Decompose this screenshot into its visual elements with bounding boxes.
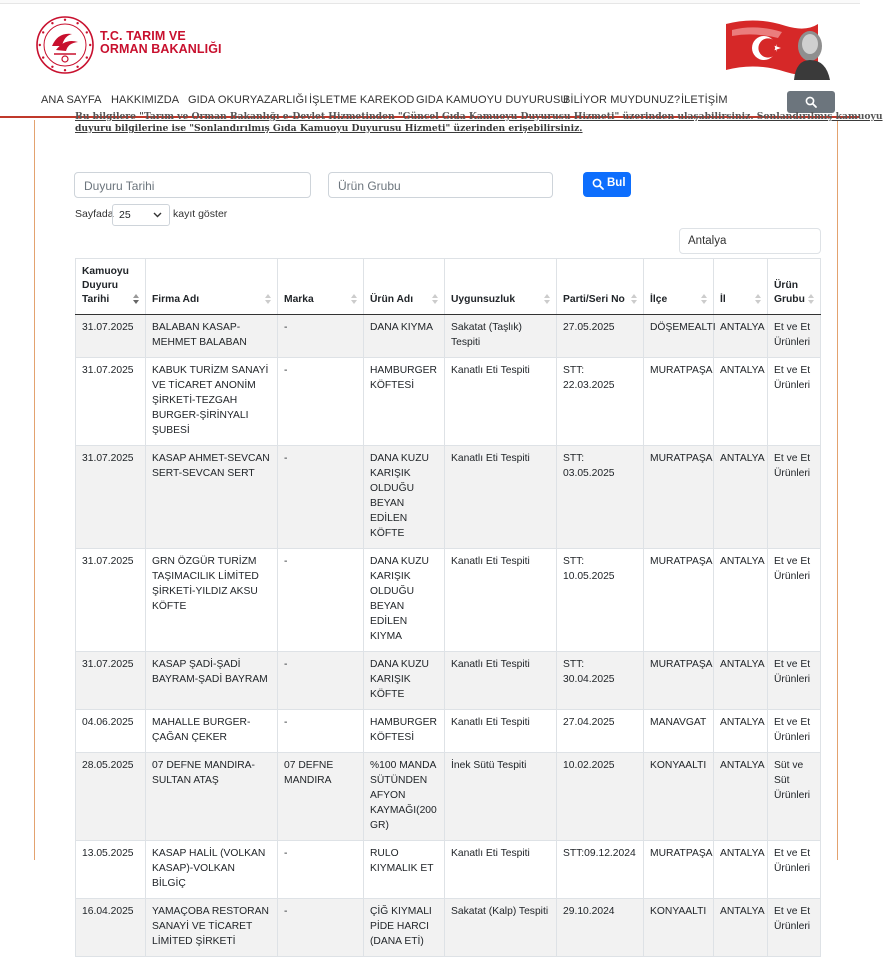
cell-lot: STT: 30.04.2025 <box>557 652 644 710</box>
cell-issue: Kanatlı Eti Tespiti <box>445 652 557 710</box>
cell-date: 16.04.2025 <box>76 899 146 957</box>
sort-icon <box>631 293 637 305</box>
cell-district: MURATPAŞA <box>644 446 714 549</box>
cell-date: 13.05.2025 <box>76 841 146 899</box>
site-header <box>0 4 860 88</box>
cell-group: Et ve Et Ürünleri <box>768 899 821 957</box>
col-header-group-label: Ürün Grubu <box>774 280 805 305</box>
col-header-district[interactable] <box>644 259 714 315</box>
table-row <box>76 899 821 957</box>
col-header-group[interactable] <box>768 259 821 315</box>
cell-city: ANTALYA <box>714 315 768 358</box>
cell-issue: Kanatlı Eti Tespiti <box>445 358 557 446</box>
col-header-product-label: Ürün Adı <box>370 294 414 305</box>
cell-firm: GRN ÖZGÜR TURİZM TAŞIMACILIK LİMİTED ŞİRKETİ-YILDIZ AKSU KÖFTE <box>146 549 278 652</box>
chevron-down-icon <box>153 212 162 218</box>
cell-group: Et ve Et Ürünleri <box>768 446 821 549</box>
nav-food-literacy[interactable]: GIDA OKURYAZARLIĞI <box>188 94 308 106</box>
cell-date: 04.06.2025 <box>76 710 146 753</box>
cell-firm: KASAP ŞADİ-ŞADİ BAYRAM-ŞADİ BAYRAM <box>146 652 278 710</box>
table-row <box>76 315 821 358</box>
cell-group: Et ve Et Ürünleri <box>768 549 821 652</box>
cell-district: MURATPAŞA <box>644 652 714 710</box>
table-row <box>76 841 821 899</box>
cell-date: 28.05.2025 <box>76 753 146 841</box>
table-row <box>76 753 821 841</box>
cell-product: DANA KUZU KARIŞIK OLDUĞU BEYAN EDİLEN KÖFTE <box>364 446 445 549</box>
ministry-name-line2: ORMAN BAKANLIĞI <box>100 42 222 56</box>
col-header-brand-label: Marka <box>284 294 314 305</box>
cell-district: MANAVGAT <box>644 710 714 753</box>
cell-lot: STT:09.12.2024 <box>557 841 644 899</box>
cell-group: Et ve Et Ürünleri <box>768 710 821 753</box>
cell-firm: MAHALLE BURGER-ÇAĞAN ÇEKER <box>146 710 278 753</box>
ministry-name-line1: T.C. TARIM VE <box>100 29 186 43</box>
cell-lot: 27.05.2025 <box>557 315 644 358</box>
nav-did-you-know[interactable]: BİLİYOR MUYDUNUZ? <box>563 94 681 106</box>
cell-date: 31.07.2025 <box>76 446 146 549</box>
sort-icon <box>701 293 707 305</box>
cell-brand: - <box>278 549 364 652</box>
cell-city: ANTALYA <box>714 753 768 841</box>
sort-icon <box>351 293 357 305</box>
cell-brand: - <box>278 652 364 710</box>
col-header-city[interactable] <box>714 259 768 315</box>
col-header-lot[interactable] <box>557 259 644 315</box>
product-group-input[interactable]: Ürün Grubu <box>328 172 553 198</box>
find-button[interactable] <box>583 172 631 197</box>
table-row <box>76 710 821 753</box>
cell-issue: Kanatlı Eti Tespiti <box>445 549 557 652</box>
nav-contact[interactable]: İLETİŞİM <box>681 94 728 106</box>
page-length-suffix: kayıt göster <box>173 208 228 220</box>
cell-product: HAMBURGER KÖFTESİ <box>364 358 445 446</box>
cell-issue: Sakatat (Taşlık) Tespiti <box>445 315 557 358</box>
col-header-issue-label: Uygunsuzluk <box>451 294 516 305</box>
table-row <box>76 446 821 549</box>
ministry-name[interactable] <box>100 30 222 56</box>
sort-icon <box>755 293 761 305</box>
search-icon <box>805 96 817 108</box>
sort-icon <box>432 293 438 305</box>
cell-issue: Kanatlı Eti Tespiti <box>445 710 557 753</box>
cell-city: ANTALYA <box>714 841 768 899</box>
cell-product: DANA KUZU KARIŞIK OLDUĞU BEYAN EDİLEN KIYMA <box>364 549 445 652</box>
cell-district: MURATPAŞA <box>644 549 714 652</box>
search-icon <box>592 178 604 190</box>
cell-product: DANA KIYMA <box>364 315 445 358</box>
table-row <box>76 358 821 446</box>
cell-brand: 07 DEFNE MANDIRA <box>278 753 364 841</box>
col-header-lot-label: Parti/Seri No <box>563 294 625 305</box>
cell-firm: 07 DEFNE MANDIRA-SULTAN ATAŞ <box>146 753 278 841</box>
cell-lot: STT: 03.05.2025 <box>557 446 644 549</box>
cell-district: KONYAALTI <box>644 899 714 957</box>
cell-city: ANTALYA <box>714 710 768 753</box>
col-header-firm[interactable] <box>146 259 278 315</box>
cell-firm: KASAP HALİL (VOLKAN KASAP)-VOLKAN BİLGİÇ <box>146 841 278 899</box>
cell-brand: - <box>278 710 364 753</box>
cell-district: DÖŞEMEALTI <box>644 315 714 358</box>
cell-group: Et ve Et Ürünleri <box>768 841 821 899</box>
sort-icon <box>265 293 271 305</box>
cell-group: Et ve Et Ürünleri <box>768 358 821 446</box>
col-header-city-label: İl <box>720 294 726 305</box>
cell-date: 31.07.2025 <box>76 315 146 358</box>
announcement-table <box>75 258 821 957</box>
cell-issue: İnek Sütü Tespiti <box>445 753 557 841</box>
col-header-brand[interactable] <box>278 259 364 315</box>
cell-district: MURATPAŞA <box>644 358 714 446</box>
nav-business-qr[interactable]: İŞLETME KAREKOD <box>309 94 415 106</box>
table-row <box>76 652 821 710</box>
cell-district: MURATPAŞA <box>644 841 714 899</box>
sort-icon <box>133 293 139 305</box>
cell-city: ANTALYA <box>714 358 768 446</box>
page-length-value: 25 <box>119 209 131 221</box>
sort-icon <box>544 293 550 305</box>
cell-date: 31.07.2025 <box>76 549 146 652</box>
cell-district: KONYAALTI <box>644 753 714 841</box>
col-header-issue[interactable] <box>445 259 557 315</box>
table-search-input[interactable]: Antalya <box>679 228 821 254</box>
announcement-date-input[interactable]: Duyuru Tarihi <box>74 172 311 198</box>
page-length-prefix: Sayfada <box>75 208 114 220</box>
notice-text[interactable] <box>75 111 883 136</box>
cell-brand: - <box>278 446 364 549</box>
cell-firm: KABUK TURİZM SANAYİ VE TİCARET ANONİM ŞİRKETİ-TEZGAH BURGER-ŞİRİNYALI ŞUBESİ <box>146 358 278 446</box>
cell-group: Süt ve Süt Ürünleri <box>768 753 821 841</box>
cell-issue: Kanatlı Eti Tespiti <box>445 446 557 549</box>
flag-portrait-image <box>726 16 834 80</box>
cell-product: DANA KUZU KARIŞIK KÖFTE <box>364 652 445 710</box>
notice-line2[interactable]: duyuru bilgilerine ise "Sonlandırılmış Gıda Kamuoyu Duyurusu Hizmeti" üzerinden erişebilirsiniz. <box>75 123 583 134</box>
ministry-seal-icon[interactable] <box>36 16 94 74</box>
col-header-date[interactable] <box>76 259 146 315</box>
cell-firm: BALABAN KASAP-MEHMET BALABAN <box>146 315 278 358</box>
cell-issue: Sakatat (Kalp) Tespiti <box>445 899 557 957</box>
page-length-select[interactable] <box>112 204 170 226</box>
nav-about[interactable]: HAKKIMIZDA <box>111 94 180 106</box>
notice-line1[interactable]: Bu bilgilere "Tarım ve Orman Bakanlığı e-Devlet Hizmetinden "Güncel Gıda Kamuoyu Duyurusu Hizmeti" üzerinden ulaşabilirsiniz. Sonlandırılmış kamuoyu <box>75 111 883 122</box>
nav-public-announcement[interactable]: GIDA KAMUOYU DUYURUSU <box>416 94 569 106</box>
col-header-district-label: İlçe <box>650 294 668 305</box>
cell-lot: STT: 10.05.2025 <box>557 549 644 652</box>
cell-brand: - <box>278 315 364 358</box>
cell-lot: 10.02.2025 <box>557 753 644 841</box>
nav-home[interactable]: ANA SAYFA <box>41 94 102 106</box>
cell-product: RULO KIYMALIK ET <box>364 841 445 899</box>
cell-lot: 29.10.2024 <box>557 899 644 957</box>
col-header-product[interactable] <box>364 259 445 315</box>
cell-product: HAMBURGER KÖFTESİ <box>364 710 445 753</box>
cell-city: ANTALYA <box>714 899 768 957</box>
table-header-row <box>76 259 821 315</box>
cell-firm: YAMAÇOBA RESTORAN SANAYİ VE TİCARET LİMİTED ŞİRKETİ <box>146 899 278 957</box>
cell-firm: KASAP AHMET-SEVCAN SERT-SEVCAN SERT <box>146 446 278 549</box>
table-row <box>76 549 821 652</box>
cell-lot: 27.04.2025 <box>557 710 644 753</box>
cell-date: 31.07.2025 <box>76 652 146 710</box>
cell-brand: - <box>278 841 364 899</box>
cell-brand: - <box>278 358 364 446</box>
cell-city: ANTALYA <box>714 446 768 549</box>
cell-brand: - <box>278 899 364 957</box>
cell-product: %100 MANDA SÜTÜNDEN AFYON KAYMAĞI(200 GR) <box>364 753 445 841</box>
col-header-date-label: Kamuoyu Duyuru Tarihi <box>82 266 129 305</box>
cell-city: ANTALYA <box>714 549 768 652</box>
table-body <box>76 315 821 957</box>
col-header-firm-label: Firma Adı <box>152 294 200 305</box>
cell-group: Et ve Et Ürünleri <box>768 652 821 710</box>
cell-lot: STT: 22.03.2025 <box>557 358 644 446</box>
cell-issue: Kanatlı Eti Tespiti <box>445 841 557 899</box>
cell-product: ÇİĞ KIYMALI PİDE HARCI (DANA ETİ) <box>364 899 445 957</box>
sort-icon <box>808 293 814 305</box>
cell-group: Et ve Et Ürünleri <box>768 315 821 358</box>
cell-date: 31.07.2025 <box>76 358 146 446</box>
cell-city: ANTALYA <box>714 652 768 710</box>
find-button-label: Bul <box>607 177 626 189</box>
